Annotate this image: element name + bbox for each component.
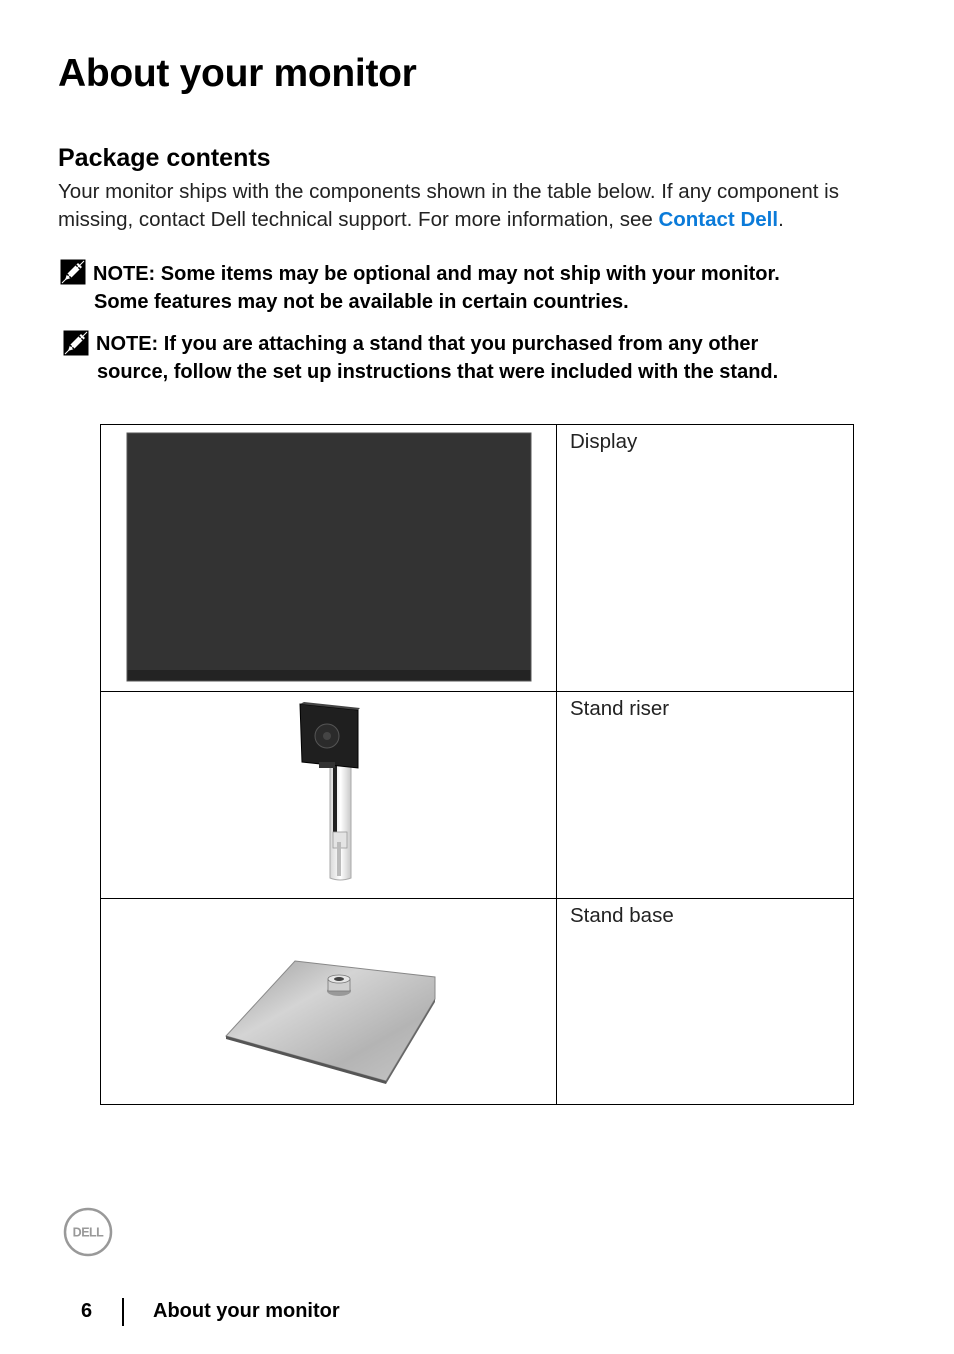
note-1-text-line-2: Some features may not be available in certain countries. <box>94 291 629 313</box>
note-2-text-line-1: NOTE: If you are attaching a stand that you purchased from any other <box>96 333 759 355</box>
table-row <box>101 899 854 1105</box>
section-heading: Package contents <box>58 144 271 172</box>
note-pencil-icon <box>63 330 89 356</box>
contact-dell-link[interactable]: Contact Dell <box>658 208 779 231</box>
stand-riser-image-cell <box>101 692 557 899</box>
display-label-cell <box>557 425 854 692</box>
note-1-text-line-1: NOTE: Some items may be optional and may not ship with your monitor. <box>93 263 780 285</box>
footer-page-number: 6 <box>81 1300 93 1322</box>
footer-section-title: About your monitor <box>153 1300 340 1322</box>
footer-divider <box>122 1298 124 1326</box>
table-row <box>101 425 854 692</box>
dell-logo <box>63 1207 113 1257</box>
intro-text: Your monitor ships with the components shown in the table below. If any component is missing, contact Dell technical support. For more information, see <box>58 180 839 231</box>
intro-end: . <box>778 208 784 231</box>
package-contents-table <box>100 424 854 1105</box>
page-title: About your monitor <box>58 52 417 95</box>
dell-logo-text: DELL <box>72 1225 104 1240</box>
table-row <box>101 692 854 899</box>
stand-riser-illustration <box>101 692 556 898</box>
item-label: Stand riser <box>570 697 670 720</box>
monitor-display-illustration <box>101 425 556 691</box>
stand-base-image-cell <box>101 899 557 1105</box>
note-2-text-line-2: source, follow the set up instructions that were included with the stand. <box>97 361 779 383</box>
stand-riser-label-cell <box>557 692 854 899</box>
item-label: Stand base <box>570 904 674 927</box>
display-image-cell <box>101 425 557 692</box>
stand-base-label-cell <box>557 899 854 1105</box>
note-pencil-icon <box>60 259 86 285</box>
intro-paragraph <box>58 178 908 234</box>
stand-base-illustration <box>101 899 556 1104</box>
item-label: Display <box>570 430 638 453</box>
